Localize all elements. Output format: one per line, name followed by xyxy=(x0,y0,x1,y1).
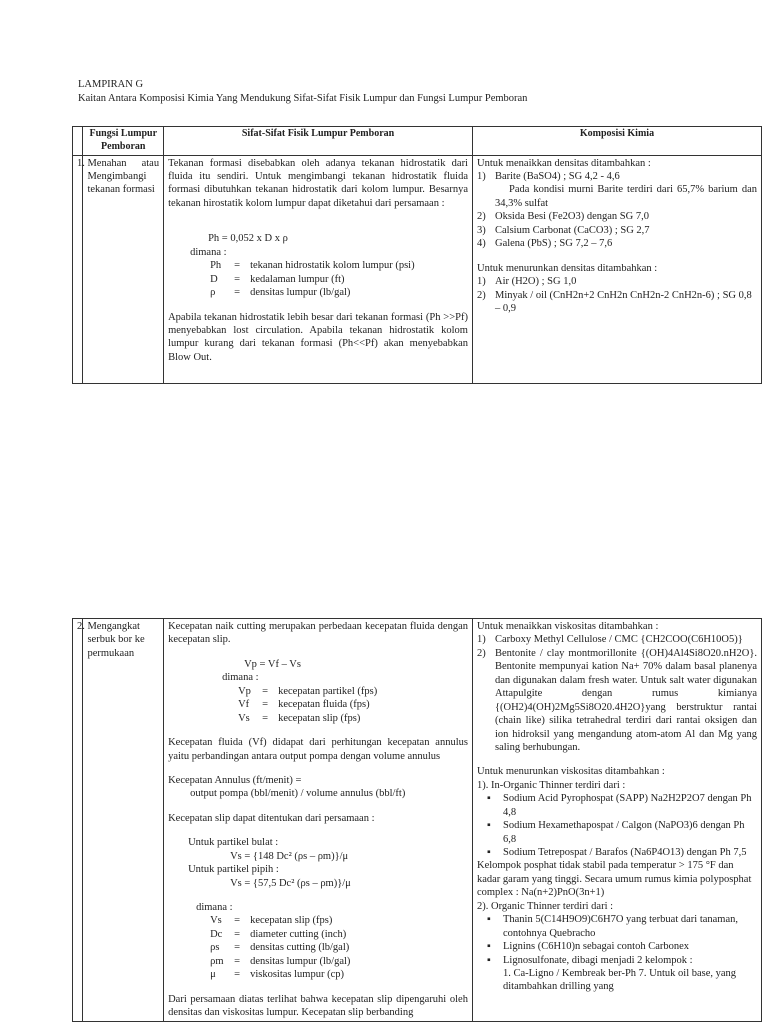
header-fungsi: Fungsi Lumpur Pemboran xyxy=(83,127,164,156)
definition-row: ρm = densitas lumpur (lb/gal) xyxy=(210,955,351,967)
list-item: 3) Calsium Carbonat (CaCO3) ; SG 2,7 xyxy=(476,224,650,236)
paragraph: Dari persamaan diatas terlihat bahwa kecepatan slip dipengaruhi oleh densitas dan viskositas lumpur. Kecepatan slip berbanding xyxy=(168,993,468,1019)
definition-row: Vs = kecepatan slip (fps) xyxy=(210,915,333,927)
komp-naik-list xyxy=(477,633,757,754)
header-no xyxy=(73,127,83,156)
list-item: ▪ Sodium Hexamethapospat / Calgon (NaPO3)6 dengan Ph 6,8 xyxy=(486,820,745,845)
definition-list xyxy=(168,914,468,981)
definition-row: Dc = diameter cutting (inch) xyxy=(210,928,347,940)
list-item: 2) Minyak / oil (CnH2n+2 CnH2n CnH2n-2 CnH2n-6) ; SG 0,8 – 0,9 xyxy=(476,289,752,314)
posphat-note: Kelompok posphat tidak stabil pada temperatur > 175 °F dan kadar garam yang tinggi. Secara umum rumus kimia polyposphat complex : Na(n+2)PnO(3n+1) xyxy=(476,860,752,899)
organic-thinner-list xyxy=(477,913,757,967)
definition-row: ρs = densitas cutting (lb/gal) xyxy=(210,942,350,954)
list-item: ▪ Sodium Tetrepospat / Barafos (Na6P4O13) dengan Ph 7,5 xyxy=(486,847,747,858)
equation: Vs = {148 Dc² (ρs – ρm)}/μ xyxy=(230,850,349,862)
header-sifat: Sifat-Sifat Fisik Lumpur Pemboran xyxy=(164,127,473,156)
ligno-sub-item: 1. Ca-Ligno / Kembreak ber-Ph 7. Untuk oil base, yang ditambahkan drilling yang xyxy=(502,967,737,993)
list-item: 1) Carboxy Methyl Cellulose / CMC {CH2COO(C6H10O5)} xyxy=(476,634,743,646)
definition-row: D = kedalaman lumpur (ft) xyxy=(210,273,345,285)
definition-row: Vs = kecepatan slip (fps) xyxy=(238,712,361,724)
komp-turun-list xyxy=(477,275,757,315)
doc-subtitle: Kaitan Antara Komposisi Kimia Yang Mendukung Sifat-Sifat Fisik Lumpur dan Fungsi Lumpur Pemboran xyxy=(78,93,528,105)
inorganic-thinner-list xyxy=(477,792,757,859)
definition-row: μ = viskositas lumpur (cp) xyxy=(210,969,344,981)
doc-title: LAMPIRAN G xyxy=(78,79,144,90)
sifat-outro: Apabila tekanan hidrostatik lebih besar dari tekanan formasi (Ph >>Pf) menyebabkan lost circulation. Apabila tekanan hidrostatik kolom lumpur kurang dari tekanan formasi (Ph<<Pf) akan menyebabkan Blow Out. xyxy=(168,311,468,363)
table-part-1 xyxy=(72,126,762,384)
definition-list xyxy=(168,259,468,299)
paragraph: Kecepatan fluida (Vf) didapat dari perhitungan kecepatan annulus yaitu perbandingan antara output pompa dengan volume annulus xyxy=(168,737,468,762)
fungsi-cell: Mengangkat serbuk bor ke permukaan xyxy=(83,619,164,1022)
list-item: ▪ Lignins (C6H10)n sebagai contoh Carbonex xyxy=(486,941,690,953)
row-number: 2. xyxy=(73,619,83,1022)
equation: Vp = Vf – Vs xyxy=(244,658,301,670)
table-header-row xyxy=(73,127,762,156)
list-item: 1) Air (H2O) ; SG 1,0 xyxy=(476,276,577,288)
dimana-label: dimana : xyxy=(190,246,227,258)
list-item: 1) Barite (BaSO4) ; SG 4,2 - 4,6 xyxy=(476,171,620,183)
paragraph: Kecepatan naik cutting merupakan perbedaan kecepatan fluida dengan kecepatan slip. xyxy=(168,621,468,646)
list-item: ▪ Thanin 5(C14H9O9)C6H7O yang terbuat dari tanaman, contohnya Quebracho xyxy=(486,914,739,939)
dimana-label: dimana : xyxy=(196,902,233,913)
komp-naik-title: Untuk menaikkan densitas ditambahkan : xyxy=(476,157,651,169)
definition-row: ρ = densitas lumpur (lb/gal) xyxy=(210,287,351,299)
equation: Vs = {57,5 Dc² (ρs – ρm)}/μ xyxy=(230,877,351,889)
list-item: 2) Bentonite / clay montmorillonite {(OH)4Al4Si8O20.nH2O}. Bentonite mempunyai kation Na+ 70% dalam basal planenya dan digunakan dalam fresh water. Untuk salt water digunakan Attapulgite dengan rumus kimianya {(OH2)4(OH)2Mg5Si8O20.4H2O}yang berstruktur rantai (chain like) silika tetrahedral terdiri dari rantai oksigen dan ion hidroksil yang mengandung atom-atom Al dan Mg yang saling berhubungan. xyxy=(476,647,757,753)
organic-title: 2). Organic Thinner terdiri dari : xyxy=(476,900,614,912)
list-item: Pada kondisi murni Barite terdiri dari 65,7% barium dan 34,3% sulfat xyxy=(494,184,757,209)
equation: Ph = 0,052 x D x ρ xyxy=(208,233,288,245)
paragraph: Kecepatan Annulus (ft/menit) = xyxy=(168,774,302,786)
label-pipih: Untuk partikel pipih : xyxy=(188,864,279,876)
definition-row: Vf = kecepatan fluida (fps) xyxy=(238,699,370,711)
label-bulat: Untuk partikel bulat : xyxy=(188,837,279,849)
komp-naik-title: Untuk menaikkan viskositas ditambahkan : xyxy=(476,621,659,632)
table-row xyxy=(73,155,762,383)
komposisi-cell xyxy=(472,155,761,383)
sifat-cell xyxy=(164,619,473,1022)
table-part-2 xyxy=(72,618,762,1022)
dimana-label: dimana : xyxy=(222,672,259,684)
list-item: 4) Galena (PbS) ; SG 7,2 – 7,6 xyxy=(476,238,613,250)
paragraph: Kecepatan slip dapat ditentukan dari persamaan : xyxy=(168,812,375,824)
definition-row: Ph = tekanan hidrostatik kolom lumpur (psi) xyxy=(210,260,415,272)
paragraph: output pompa (bbl/menit) / volume annulus (bbl/ft) xyxy=(190,788,406,800)
komp-turun-title: Untuk menurunkan densitas ditambahkan : xyxy=(476,262,658,274)
komp-naik-list xyxy=(477,170,757,251)
definition-list xyxy=(168,685,468,725)
komposisi-cell xyxy=(472,619,761,1022)
komp-turun-title: Untuk menurunkan viskositas ditambahkan : xyxy=(476,766,665,778)
row-number: 1. xyxy=(73,155,83,383)
header-komposisi: Komposisi Kimia xyxy=(472,127,761,156)
fungsi-cell: Menahan atau Mengimbangi tekanan formasi xyxy=(83,155,164,383)
table-row xyxy=(73,619,762,1022)
list-item: 2) Oksida Besi (Fe2O3) dengan SG 7,0 xyxy=(476,211,649,223)
sifat-intro: Tekanan formasi disebabkan oleh adanya tekanan hidrostatik dari fluida itu sendiri. Untuk mengimbangi tekanan hidrostatik fluida formasi dibutuhkan tekanan hidrostatik dari kolom lumpur. Besarnya tekanan hirostatik kolom lumpur dapat diketahui dari persamaan : xyxy=(168,157,468,209)
sifat-cell xyxy=(164,155,473,383)
definition-row: Vp = kecepatan partikel (fps) xyxy=(238,685,378,697)
thinner-title: 1). In-Organic Thinner terdiri dari : xyxy=(476,779,626,791)
list-item: ▪ Lignosulfonate, dibagi menjadi 2 kelompok : xyxy=(486,954,693,966)
list-item: ▪ Sodium Acid Pyrophospat (SAPP) Na2H2P2O7 dengan Ph 4,8 xyxy=(486,793,752,818)
